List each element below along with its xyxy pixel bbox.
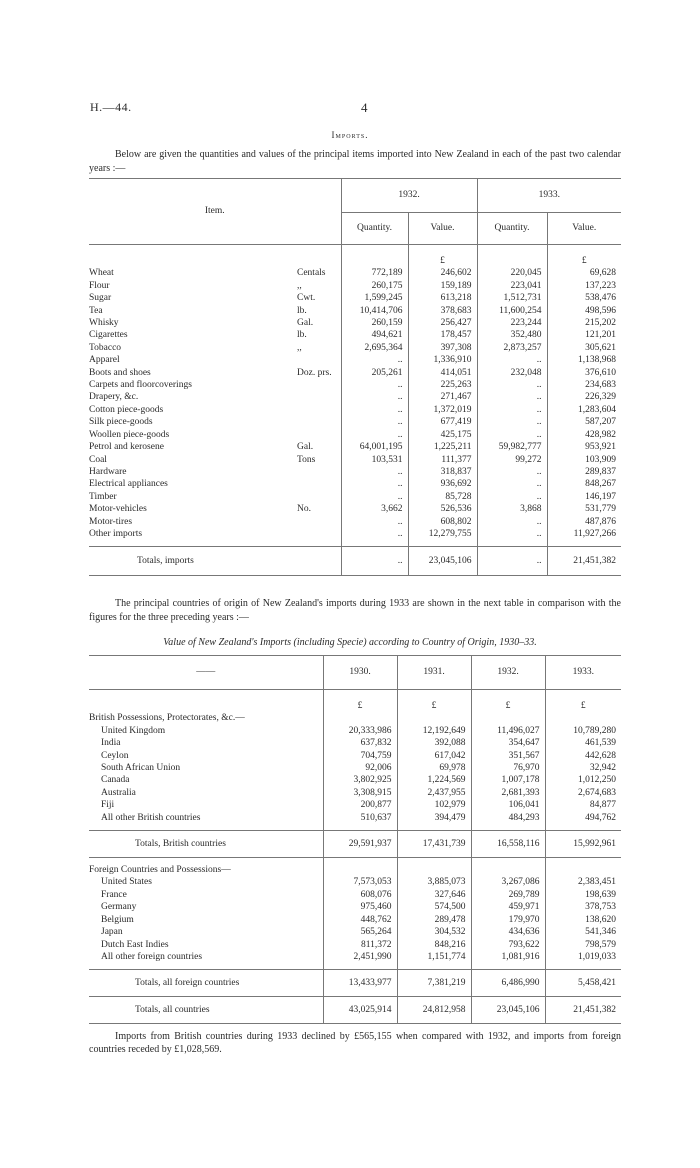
countries-table-title: Value of New Zealand's Imports (including Specie) according to Country of Origin, 1930–33. [163,637,537,648]
grand-total-value: 24,812,958 [397,997,471,1024]
item-name: Drapery, &c. [89,392,139,403]
quantity-1932: 10,414,706 [341,305,408,317]
country-value: 565,264 [323,926,397,938]
country-value: 351,567 [471,750,545,762]
quantity-1933: .. [477,429,547,441]
item-unit [297,516,341,528]
quantity-1932: 1,599,245 [341,292,408,304]
item-name: Cotton piece-goods [89,404,164,415]
col-quantity-1933: Quantity. [477,213,547,245]
table-row [89,901,621,913]
table-row [89,429,621,441]
foreign-total-label: Totals, all foreign countries [89,970,323,997]
quantity-1932: 772,189 [341,267,408,279]
quantity-1932: 103,531 [341,454,408,466]
country-name: India [101,738,121,749]
country-value: 106,041 [471,799,545,811]
country-value: 327,646 [397,889,471,901]
quantity-1933: .. [477,491,547,503]
item-unit [297,478,341,490]
quantity-1933: 3,868 [477,503,547,515]
table-row [89,926,621,938]
table-row [89,404,621,416]
quantity-1932: .. [341,478,408,490]
item-name: Hardware [89,466,127,477]
item-name: Whisky [89,318,119,329]
item-name: Petrol and kerosene [89,442,164,453]
table-row [89,503,621,515]
quantity-1933: 11,600,254 [477,305,547,317]
table-row [89,329,621,341]
country-value: 7,573,053 [323,876,397,888]
country-value: 304,532 [397,926,471,938]
value-1933: 587,207 [547,416,621,428]
country-value: 392,088 [397,737,471,749]
quantity-1933: 352,480 [477,329,547,341]
item-name: Motor-vehicles [89,504,147,515]
foreign-total-value: 6,486,990 [471,970,545,997]
col-year-1933: 1933. [477,179,621,213]
country-value: 1,007,178 [471,774,545,786]
item-name: Silk piece-goods [89,417,153,428]
value-1932: 178,457 [408,329,477,341]
item-unit [297,404,341,416]
grand-total-label: Totals, all countries [89,997,323,1024]
quantity-1933: .. [477,516,547,528]
total-q2: .. [477,547,547,576]
quantity-1932: .. [341,379,408,391]
value-1932: 613,218 [408,292,477,304]
total-v1: 23,045,106 [408,547,477,576]
countries-table [89,655,621,1024]
country-value: 448,762 [323,914,397,926]
quantity-1932: 494,621 [341,329,408,341]
item-name: Woollen piece-goods [89,429,170,440]
quantity-1932: 3,662 [341,503,408,515]
col-quantity-1932: Quantity. [341,213,408,245]
british-total-label: Totals, British countries [89,831,323,858]
quantity-1933: .. [477,528,547,540]
value-1933: 146,197 [547,491,621,503]
foreign-heading [89,864,621,876]
value-1932: 271,467 [408,391,477,403]
value-1933: 428,982 [547,429,621,441]
country-value: 92,006 [323,762,397,774]
quantity-1933: 220,045 [477,267,547,279]
quantity-1933: 1,512,731 [477,292,547,304]
table-row [89,787,621,799]
table-row [89,750,621,762]
section-heading: Imports. [331,130,369,140]
country-value: 848,216 [397,939,471,951]
british-total-value: 17,431,739 [397,831,471,858]
country-name: Japan [101,927,123,938]
country-value: 84,877 [545,799,621,811]
document-reference: H.—44. [90,100,132,114]
table-row [89,379,621,391]
table-row [89,416,621,428]
value-1932: 159,189 [408,280,477,292]
pound-sign: £ [408,245,477,268]
item-name: Coal [89,454,107,465]
table-row [89,478,621,490]
foreign-total-value: 13,433,977 [323,970,397,997]
country-value: 459,971 [471,901,545,913]
col-year-1931: 1931. [397,656,471,690]
item-unit: Gal. [297,318,314,329]
table-row [89,367,621,379]
country-value: 3,308,915 [323,787,397,799]
item-name: Electrical appliances [89,479,168,490]
country-value: 289,478 [397,914,471,926]
col-dash: —— [89,656,323,690]
item-name: Boots and shoes [89,367,151,378]
table-row [89,491,621,503]
value-1932: 318,837 [408,466,477,478]
country-value: 20,333,986 [323,725,397,737]
table-row [89,737,621,749]
col-year-1932: 1932. [341,179,477,213]
quantity-1932: 2,695,364 [341,342,408,354]
value-1932: 677,419 [408,416,477,428]
table-row [89,317,621,329]
quantity-1932: .. [341,416,408,428]
table-row [89,774,621,786]
value-1932: 397,308 [408,342,477,354]
intro-paragraph: Below are given the quantities and values of the principal items imported into New Zealand in each of the past two calendar years :— [89,149,621,174]
col-year-1932: 1932. [471,656,545,690]
value-1932: 1,372,019 [408,404,477,416]
item-name: Tobacco [89,342,122,353]
imports-table [89,178,621,576]
country-value: 434,636 [471,926,545,938]
foreign-heading-label: Foreign Countries and Possessions— [89,865,231,876]
country-name: United States [101,877,152,888]
pound-sign: £ [545,700,621,712]
country-value: 798,579 [545,939,621,951]
value-1933: 531,779 [547,503,621,515]
table-row [89,441,621,453]
quantity-1933: .. [477,391,547,403]
value-1933: 289,837 [547,466,621,478]
country-value: 1,012,250 [545,774,621,786]
country-name: All other British countries [101,812,201,823]
item-unit: Gal. [297,442,314,453]
closing-paragraph: Imports from British countries during 1933 declined by £565,155 when compared with 1932, and imports from foreign countries receded by £1,028,569. [89,1031,621,1055]
country-value: 69,978 [397,762,471,774]
value-1933: 234,683 [547,379,621,391]
table-row [89,454,621,466]
value-1932: 256,427 [408,317,477,329]
item-name: Carpets and floorcoverings [89,380,192,391]
country-value: 574,500 [397,901,471,913]
grand-total [89,997,621,1024]
item-name: Wheat [89,268,114,279]
country-value: 2,383,451 [545,876,621,888]
country-value: 811,372 [323,939,397,951]
totals-label: Totals, imports [89,547,341,576]
value-1933: 1,138,968 [547,354,621,366]
table-row [89,799,621,811]
item-unit [297,466,341,478]
pound-sign: £ [397,700,471,712]
country-name: All other foreign countries [101,951,203,962]
table-row [89,466,621,478]
table-row [89,292,621,304]
table-row [89,889,621,901]
country-name: Canada [101,775,130,786]
table-row [89,762,621,774]
value-1933: 69,628 [547,267,621,279]
totals-row [89,547,621,576]
country-value: 2,681,393 [471,787,545,799]
quantity-1933: 99,272 [477,454,547,466]
item-name: Cigarettes [89,330,128,341]
col-year-1930: 1930. [323,656,397,690]
country-value: 637,832 [323,737,397,749]
value-1932: 85,728 [408,491,477,503]
value-1933: 226,329 [547,391,621,403]
table-row [89,280,621,292]
country-name: Ceylon [101,750,129,761]
country-value: 2,674,683 [545,787,621,799]
country-value: 1,081,916 [471,951,545,963]
item-unit [297,429,341,441]
quantity-1932: .. [341,429,408,441]
country-name: Australia [101,787,136,798]
table-row [89,725,621,737]
quantity-1933: 223,244 [477,317,547,329]
british-total [89,831,621,858]
value-1933: 498,596 [547,305,621,317]
pound-sign: £ [323,700,397,712]
country-value: 3,802,925 [323,774,397,786]
country-value: 269,789 [471,889,545,901]
british-total-value: 15,992,961 [545,831,621,858]
item-unit: Centals [297,268,326,279]
pound-sign: £ [471,700,545,712]
value-1933: 487,876 [547,516,621,528]
item-unit [297,528,341,540]
country-value: 11,496,027 [471,725,545,737]
table-row [89,516,621,528]
item-unit: lb. [297,305,307,316]
col-year-1933: 1933. [545,656,621,690]
quantity-1932: 64,001,195 [341,441,408,453]
country-name: Belgium [101,914,134,925]
value-1933: 848,267 [547,478,621,490]
country-value: 12,192,649 [397,725,471,737]
quantity-1933: .. [477,354,547,366]
country-value: 200,877 [323,799,397,811]
country-value: 975,460 [323,901,397,913]
quantity-1933: 232,048 [477,367,547,379]
total-q1: .. [341,547,408,576]
item-unit [297,416,341,428]
quantity-1933: .. [477,379,547,391]
quantity-1932: 260,175 [341,280,408,292]
country-value: 793,622 [471,939,545,951]
country-value: 102,979 [397,799,471,811]
item-name: Tea [89,305,103,316]
country-value: 138,620 [545,914,621,926]
value-1933: 11,927,266 [547,528,621,540]
grand-total-value: 21,451,382 [545,997,621,1024]
table-row [89,812,621,824]
country-value: 1,151,774 [397,951,471,963]
quantity-1933: 2,873,257 [477,342,547,354]
table-row [89,305,621,317]
grand-total-value: 23,045,106 [471,997,545,1024]
table-row [89,267,621,279]
table-row [89,914,621,926]
value-1932: 414,051 [408,367,477,379]
country-value: 704,759 [323,750,397,762]
country-value: 198,639 [545,889,621,901]
country-name: Dutch East Indies [101,939,169,950]
quantity-1932: .. [341,466,408,478]
country-name: France [101,889,127,900]
value-1932: 225,263 [408,379,477,391]
value-1933: 121,201 [547,329,621,341]
quantity-1933: .. [477,478,547,490]
value-1933: 538,476 [547,292,621,304]
country-value: 76,970 [471,762,545,774]
item-name: Apparel [89,355,120,366]
country-value: 3,267,086 [471,876,545,888]
item-name: Flour [89,280,110,291]
pound-sign: £ [547,245,621,268]
item-name: Timber [89,491,117,502]
quantity-1932: 260,159 [341,317,408,329]
grand-total-value: 43,025,914 [323,997,397,1024]
quantity-1933: .. [477,416,547,428]
item-unit [297,354,341,366]
table-row [89,939,621,951]
table-row [89,528,621,540]
item-name: Motor-tires [89,516,133,527]
item-unit: Tons [297,454,316,465]
country-name: United Kingdom [101,725,166,736]
country-value: 3,885,073 [397,876,471,888]
quantity-1933: .. [477,404,547,416]
country-value: 1,224,569 [397,774,471,786]
item-unit: ,, [297,280,302,291]
country-value: 1,019,033 [545,951,621,963]
country-value: 179,970 [471,914,545,926]
countries-paragraph: The principal countries of origin of New Zealand's imports during 1933 are shown in the next table in comparison with the figures for the three preceding years :— [89,598,621,623]
value-1933: 953,921 [547,441,621,453]
quantity-1932: .. [341,528,408,540]
value-1933: 376,610 [547,367,621,379]
table-row [89,951,621,963]
quantity-1933: 59,982,777 [477,441,547,453]
country-value: 2,451,990 [323,951,397,963]
value-1933: 103,909 [547,454,621,466]
value-1932: 936,692 [408,478,477,490]
foreign-total [89,970,621,997]
table-row [89,354,621,366]
british-total-value: 29,591,937 [323,831,397,858]
country-name: Germany [101,902,137,913]
item-unit [297,391,341,403]
table-row [89,391,621,403]
country-value: 442,628 [545,750,621,762]
country-value: 494,762 [545,812,621,824]
country-value: 461,539 [545,737,621,749]
country-value: 617,042 [397,750,471,762]
table-row [89,876,621,888]
quantity-1932: .. [341,354,408,366]
quantity-1932: .. [341,516,408,528]
value-1932: 111,377 [408,454,477,466]
british-heading [89,712,621,724]
value-1932: 425,175 [408,429,477,441]
value-1932: 1,336,910 [408,354,477,366]
quantity-1932: .. [341,391,408,403]
total-v2: 21,451,382 [547,547,621,576]
quantity-1932: .. [341,404,408,416]
country-value: 608,076 [323,889,397,901]
quantity-1933: .. [477,466,547,478]
quantity-1932: .. [341,491,408,503]
col-value-1933: Value. [547,213,621,245]
item-name: Other imports [89,528,143,539]
item-unit [297,491,341,503]
page-number: 4 [361,100,368,115]
country-value: 32,942 [545,762,621,774]
value-1933: 1,283,604 [547,404,621,416]
country-value: 394,479 [397,812,471,824]
british-total-value: 16,558,116 [471,831,545,858]
country-value: 541,346 [545,926,621,938]
quantity-1932: 205,261 [341,367,408,379]
foreign-total-value: 7,381,219 [397,970,471,997]
item-name: Sugar [89,293,112,304]
country-name: South African Union [101,763,181,774]
item-unit: No. [297,504,311,515]
item-unit: Doz. prs. [297,367,332,378]
value-1933: 305,621 [547,342,621,354]
item-unit: Cwt. [297,293,316,304]
value-1932: 526,536 [408,503,477,515]
british-heading-label: British Possessions, Protectorates, &c.— [89,713,245,724]
table-row [89,342,621,354]
quantity-1933: 223,041 [477,280,547,292]
country-value: 378,753 [545,901,621,913]
item-unit [297,379,341,391]
value-1933: 137,223 [547,280,621,292]
col-item-header: Item. [89,179,341,245]
value-1932: 1,225,211 [408,441,477,453]
country-value: 354,647 [471,737,545,749]
value-1933: 215,202 [547,317,621,329]
item-unit: ,, [297,342,302,353]
foreign-total-value: 5,458,421 [545,970,621,997]
item-unit: lb. [297,330,307,341]
col-value-1932: Value. [408,213,477,245]
value-1932: 12,279,755 [408,528,477,540]
country-value: 10,789,280 [545,725,621,737]
country-name: Fiji [101,800,115,811]
country-value: 2,437,955 [397,787,471,799]
value-1932: 608,802 [408,516,477,528]
country-value: 484,293 [471,812,545,824]
value-1932: 246,602 [408,267,477,279]
country-value: 510,637 [323,812,397,824]
value-1932: 378,683 [408,305,477,317]
